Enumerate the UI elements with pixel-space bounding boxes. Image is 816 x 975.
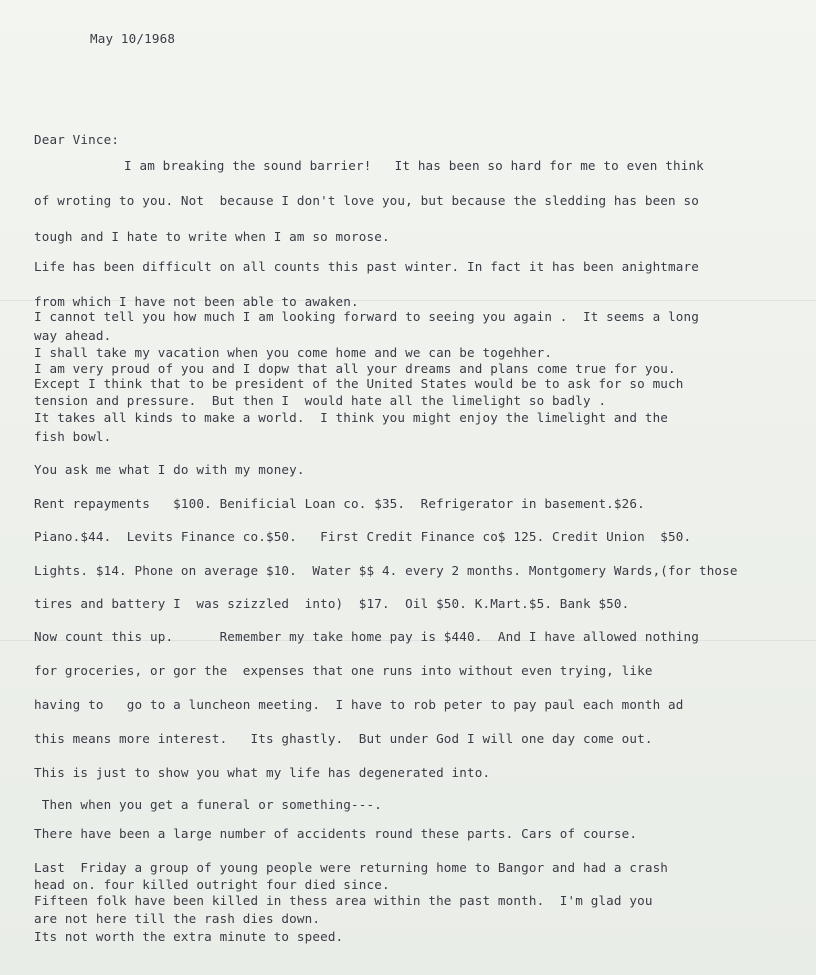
body-line: I shall take my vacation when you come home and we can be togehher. bbox=[34, 345, 553, 360]
body-line: I am breaking the sound barrier! It has been so hard for me to even think bbox=[124, 158, 704, 173]
expense-line: Lights. $14. Phone on average $10. Water $$ 4. every 2 months. Montgomery Wards,(for those bbox=[34, 563, 738, 578]
body-line: Except I think that to be president of the United States would be to ask for so much bbox=[34, 376, 684, 391]
body-line: of wroting to you. Not because I don't love you, but because the sledding has been so bbox=[34, 193, 699, 208]
body-line: There have been a large number of accidents round these parts. Cars of course. bbox=[34, 826, 638, 841]
expense-line: Piano.$44. Levits Finance co.$50. First Credit Finance co$ 125. Credit Union $50. bbox=[34, 529, 692, 544]
body-line: having to go to a luncheon meeting. I have to rob peter to pay paul each month ad bbox=[34, 697, 684, 712]
body-line: for groceries, or gor the expenses that one runs into without even trying, like bbox=[34, 663, 653, 678]
letter-date: May 10/1968 bbox=[90, 31, 176, 46]
body-line: are not here till the rash dies down. bbox=[34, 911, 321, 926]
body-line: this means more interest. Its ghastly. But under God I will one day come out. bbox=[34, 731, 653, 746]
body-line: Life has been difficult on all counts this past winter. In fact it has been anightmare bbox=[34, 259, 699, 274]
body-line: tension and pressure. But then I would hate all the limelight so badly . bbox=[34, 393, 607, 408]
body-line: I am very proud of you and I dopw that all your dreams and plans come true for you. bbox=[34, 361, 676, 376]
body-line: Now count this up. Remember my take home pay is $440. And I have allowed nothing bbox=[34, 629, 699, 644]
body-line: This is just to show you what my life has degenerated into. bbox=[34, 765, 491, 780]
body-line: Its not worth the extra minute to speed. bbox=[34, 929, 344, 944]
body-line: tough and I hate to write when I am so morose. bbox=[34, 229, 390, 244]
body-line: It takes all kinds to make a world. I think you might enjoy the limelight and the bbox=[34, 410, 669, 425]
expense-line: Rent repayments $100. Benificial Loan co. $35. Refrigerator in basement.$26. bbox=[34, 496, 645, 511]
body-line: from which I have not been able to awaken. bbox=[34, 294, 359, 309]
body-line: fish bowl. bbox=[34, 429, 112, 444]
expense-line: tires and battery I was szizzled into) $17. Oil $50. K.Mart.$5. Bank $50. bbox=[34, 596, 630, 611]
body-line: head on. four killed outright four died since. bbox=[34, 877, 390, 892]
body-line: I cannot tell you how much I am looking forward to seeing you again . It seems a long bbox=[34, 309, 699, 324]
body-line: Then when you get a funeral or something---. bbox=[34, 797, 382, 812]
body-line: You ask me what I do with my money. bbox=[34, 462, 305, 477]
body-line: way ahead. bbox=[34, 328, 112, 343]
salutation: Dear Vince: bbox=[34, 132, 120, 147]
body-line: Last Friday a group of young people were returning home to Bangor and had a crash bbox=[34, 860, 669, 875]
body-line: Fifteen folk have been killed in thess area within the past month. I'm glad you bbox=[34, 893, 653, 908]
